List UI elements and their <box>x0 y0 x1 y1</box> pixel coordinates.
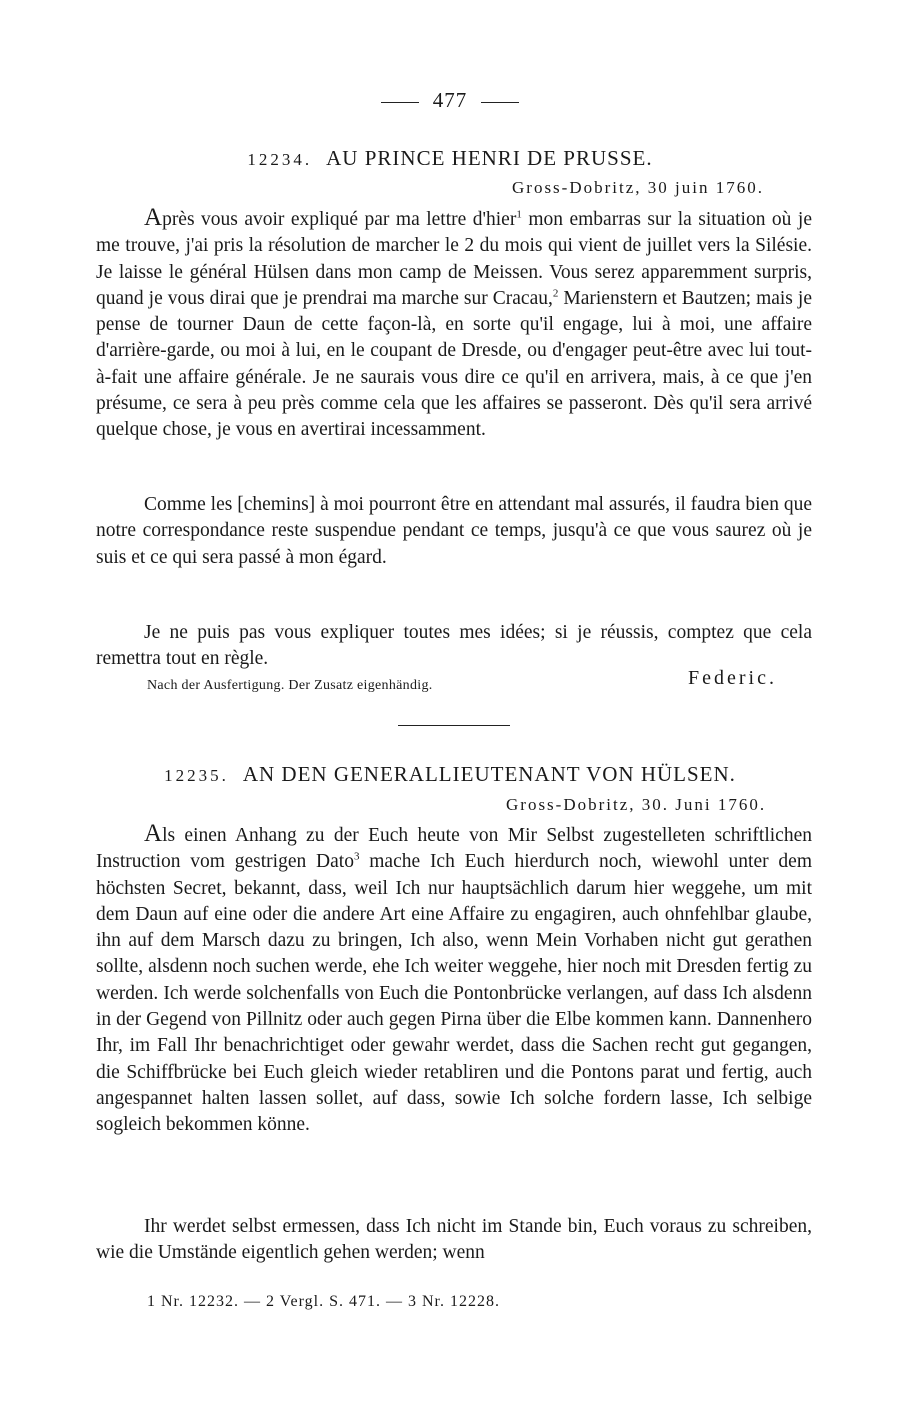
source-note: Nach der Ausfertigung. Der Zusatz eigenhändig. <box>147 678 433 693</box>
paragraph-text: mon embarras sur la situation où je me trouve, j'ai pris la résolution de marcher le 2 du mois qui vient de juillet vers la Silésie. Je laisse le général Hülsen dans mon camp de Meissen. Vous serez apparemment surpris, quand je vous dirai que je prendrai ma marche sur Cracau, <box>96 209 812 309</box>
footnotes: 1 Nr. 12232. — 2 Vergl. S. 471. — 3 Nr. 12228. <box>147 1293 500 1310</box>
letter-heading <box>0 762 900 787</box>
dropcap: A <box>144 204 163 231</box>
signature: Federic. <box>688 667 777 689</box>
letter-heading <box>0 146 900 171</box>
paragraph-text: mache Ich Euch hierdurch noch, wiewohl unter dem höchsten Secret, bekannt, dass, weil Ich nur hauptsächlich darum hier weggehe, um mit dem Daun auf eine oder die andere Art eine Affaire zu engagiren, auch ohnfehlbar glaube, ihn auf dem Marsch dazu zu bringen, Ich also, wenn Mein Vorhaben nicht gut gerathen sollte, alsdenn noch suchen werde, ehe Ich weiter weggehe, hier noch mit Dresden fertig zu werden. Ich werde solchenfalls von Euch die Pontonbrücke verlangen, auf dass Ich alsdenn in der Gegend von Pillnitz oder auch gegen Pirna über die Elbe kommen kann. Dannenhero Ihr, im Fall Ihr benachrichtiget oder gewahr werdet, dass die Sachen recht gut gegangen, die Schiffbrücke bei Euch gleich wieder retabliren und die Pontons parat und fertig, auch angespannet halten lassen sollet, auf dass, sowie Ich solche fordern lasse, Ich selbige sogleich bekommen könne. <box>96 851 812 1136</box>
page-number: 477 <box>432 88 468 112</box>
dropcap: A <box>144 820 163 847</box>
footnote-ref: 1 <box>516 208 522 221</box>
paragraph: Ihr werdet selbst ermessen, dass Ich nicht im Stande bin, Euch voraus zu schreiben, wie die Umstände eigentlich gehen werden; wenn <box>96 1216 812 1264</box>
footnote-ref: 2 <box>552 287 559 300</box>
dateline: Gross-Dobritz, 30 juin 1760. <box>512 178 764 197</box>
paragraph-text: ls einen Anhang zu der Euch heute von Mir Selbst zugestelleten schriftlichen Instruction vom gestrigen Dato <box>96 825 812 873</box>
paragraph <box>96 821 812 1139</box>
section-divider <box>398 725 510 726</box>
paragraph <box>96 205 812 444</box>
letter-title: AN DEN GENERALLIEUTENANT VON HÜLSEN. <box>242 762 736 786</box>
letter-title: AU PRINCE HENRI DE PRUSSE. <box>326 146 653 170</box>
page-number-row <box>0 88 900 113</box>
paragraph: Je ne puis pas vous expliquer toutes mes idées; si je réussis, comptez que cela remettra tout en règle. <box>96 622 812 670</box>
dateline: Gross-Dobritz, 30. Juni 1760. <box>506 795 767 814</box>
paragraph-text: Marienstern et Bautzen; mais je pense de tourner Daun de cette façon-là, en sorte qu'il engage, lui à moi, une affaire d'arrière-garde, ou moi à lui, en le coupant de Dresde, ou d'engager peut-être avec lui tout-à-fait une affaire générale. Je ne saurais vous dire ce qu'il en arrivera, mais, à ce que j'en présume, ce sera à peu près comme cela que les affaires se passeront. Dès qu'il sera arrivé quelque chose, je vous en avertirai incessamment. <box>96 287 812 441</box>
paragraph: Comme les [chemins] à moi pourront être en attendant mal assurés, il faudra bien que notre correspondance reste suspendue pendant ce temps, jusqu'à ce que vous saurez où je suis et ce qui sera passé à mon égard. <box>96 494 812 568</box>
paragraph-text: près vous avoir expliqué par ma lettre d'hier <box>162 209 517 230</box>
letter-number: 12235. <box>164 766 229 785</box>
page-number-dash-right <box>481 102 519 103</box>
letter-number: 12234. <box>247 150 313 169</box>
page-number-dash-left <box>381 102 419 103</box>
footnote-ref: 3 <box>353 850 360 863</box>
